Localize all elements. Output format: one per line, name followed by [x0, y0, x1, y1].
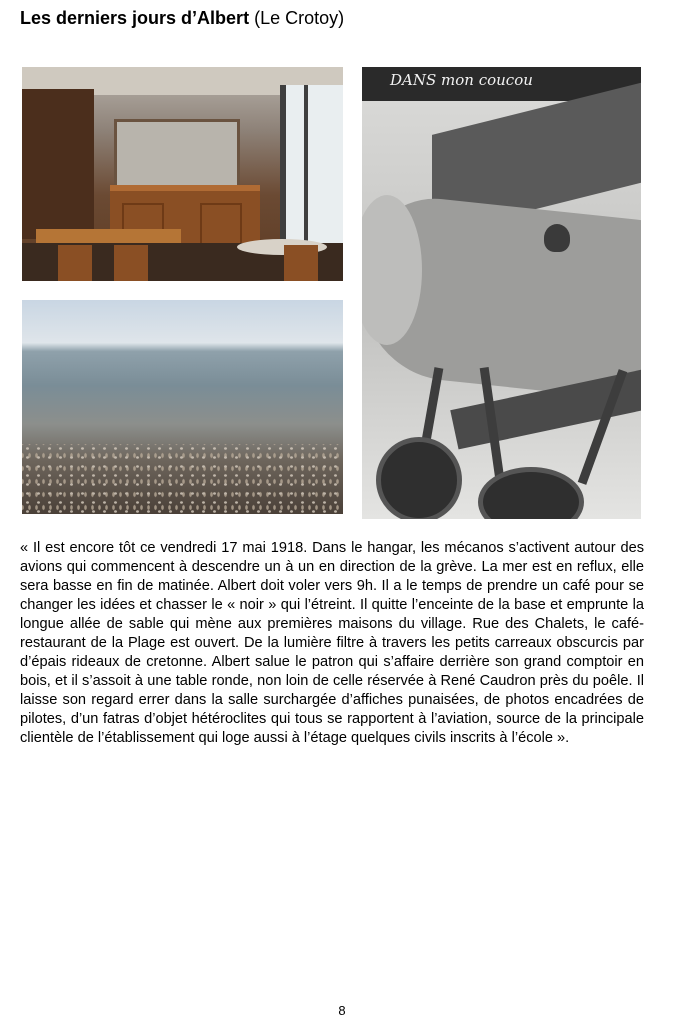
- body-paragraph: « Il est encore tôt ce vendredi 17 mai 1918. Dans le hangar, les mécanos s’activent autour des avions qui commencent à descendre un à un en direction de la grève. La mer est en reflux, elle sera basse en fin de matinée. Albert doit voler vers 9h. Il a le temps de prendre un café pour se changer les idées et chasser le « noir » qui l’étreint. Il quitte l’enceinte de la base et emprunte la longue allée de sable qui mène aux premières maisons du village. Rue des Chalets, le café-restaurant de la Plage est ouvert. De la lumière filtre à travers les petits carreaux obscurcis par d’épais rideaux de cretonne. Albert salue le patron qui s’affaire derrière son grand comptoir en bois, et il s’assoit à une table ronde, non loin de celle réservée à René Caudron près du poêle. Il laisse son regard errer dans la salle surchargée d’affiches punaisées, de photos encadrées de pilotes, d’un fatras d’objet hétéroclites qui tous se rapportent à l’aviation, source de la principale clientèle de l’établissement qui loge aussi à l’étage quelques civils inscrits à l’école ».: [20, 540, 644, 746]
- page-title: [20, 7, 344, 29]
- biplane-photo: [362, 67, 641, 519]
- page-number: 8: [338, 1003, 346, 1018]
- page-title-main: Les derniers jours d’Albert: [20, 8, 250, 28]
- page-title-location: (Le Crotoy): [254, 8, 345, 28]
- beach-photo: [22, 300, 343, 514]
- photo-caption-handwritten: DANS mon coucou: [390, 71, 533, 89]
- cafe-interior-photo: [22, 67, 343, 281]
